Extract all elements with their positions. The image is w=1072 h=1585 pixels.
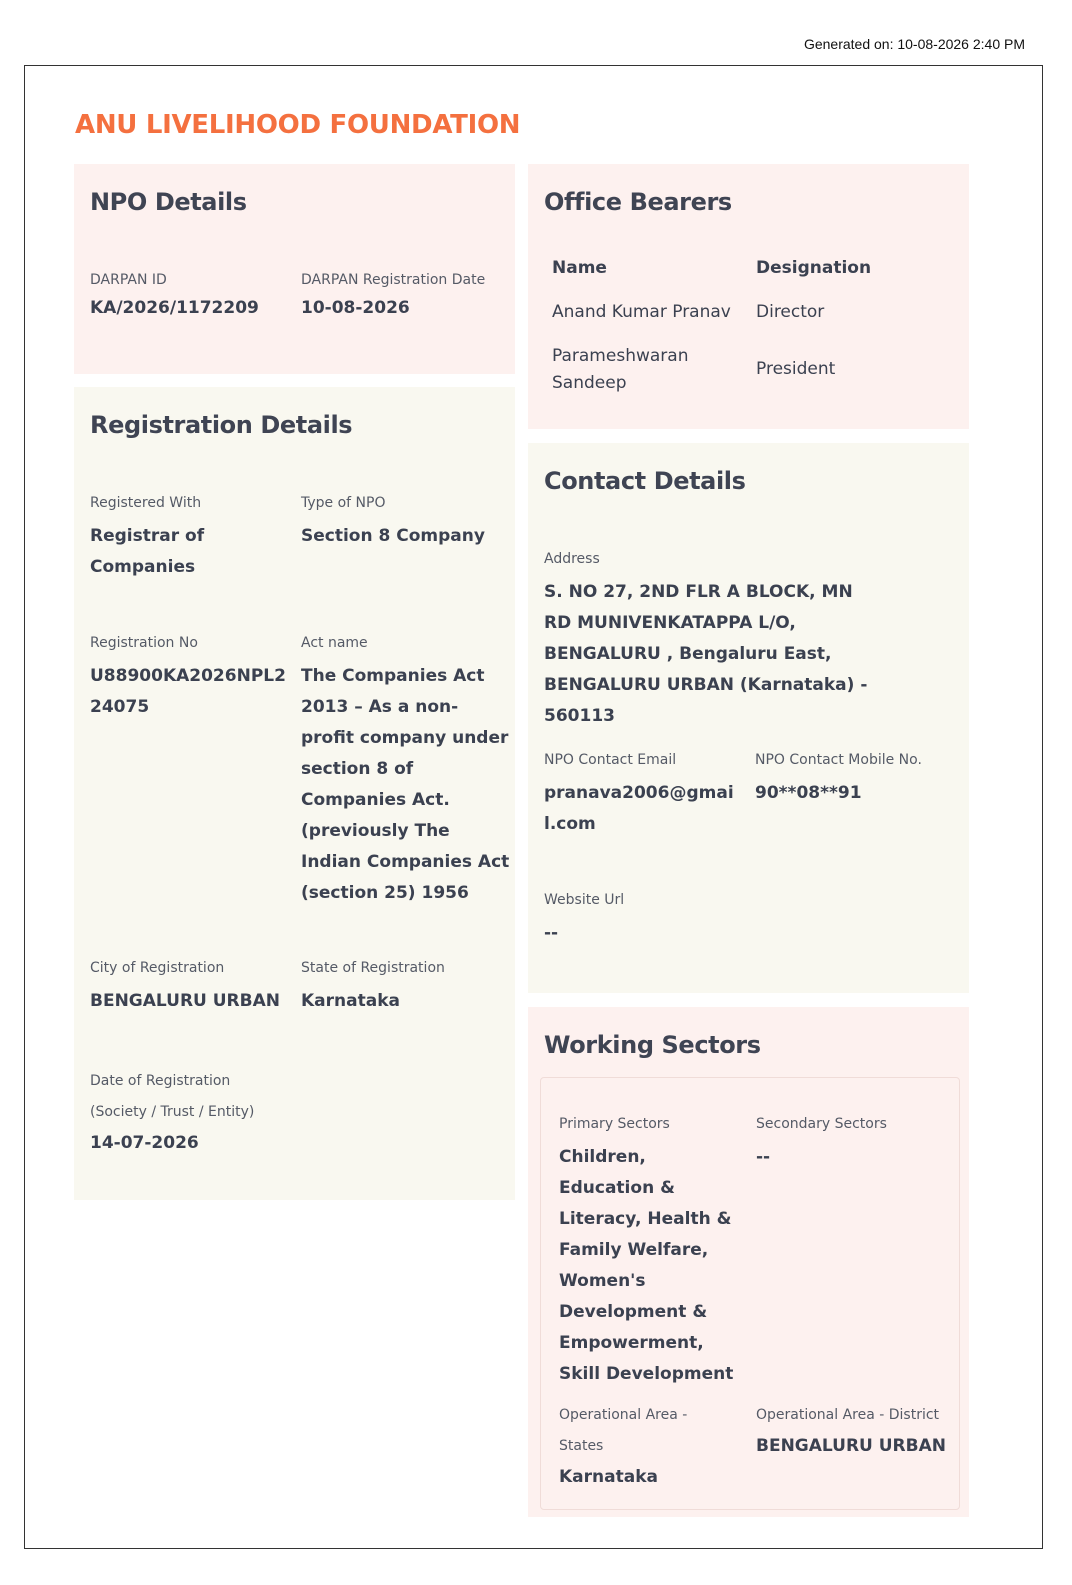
state-of-registration-label: State of Registration — [301, 960, 445, 976]
contact-details-title: Contact Details — [544, 467, 746, 495]
secondary-sectors-label: Secondary Sectors — [756, 1116, 887, 1132]
city-of-registration-field — [90, 958, 290, 1017]
website-field — [544, 890, 744, 949]
act-name-value: The Companies Act 2013 – As a non-profit company under section 8 of Companies Act. (previously The Indian Companies Act (section 25) 1956 — [301, 666, 510, 903]
contact-email-value: pranava2006@gmail.com — [544, 783, 734, 834]
website-label: Website Url — [544, 892, 625, 908]
operational-states-value: Karnataka — [559, 1467, 658, 1487]
date-of-registration-value: 14-07-2026 — [90, 1133, 199, 1153]
operational-district-field — [756, 1400, 951, 1462]
npo-type-label: Type of NPO — [301, 495, 386, 511]
registered-with-label: Registered With — [90, 495, 202, 511]
state-of-registration-value: Karnataka — [301, 991, 400, 1011]
address-field — [544, 549, 874, 732]
registration-no-label: Registration No — [90, 635, 198, 651]
generated-on-timestamp: Generated on: 10-08-2026 2:40 PM — [803, 36, 1025, 52]
contact-mobile-label: NPO Contact Mobile No. — [755, 752, 922, 768]
secondary-sectors-field — [756, 1114, 946, 1173]
organization-name: ANU LIVELIHOOD FOUNDATION — [75, 110, 521, 140]
darpan-reg-date-label: DARPAN Registration Date — [301, 272, 486, 288]
operational-district-value: BENGALURU URBAN — [756, 1436, 946, 1456]
primary-sectors-label: Primary Sectors — [559, 1116, 670, 1132]
city-of-registration-value: BENGALURU URBAN — [90, 991, 280, 1011]
office-bearer-designation: President — [756, 359, 836, 379]
working-sectors-card — [528, 1007, 969, 1517]
office-bearer-name: Anand Kumar Pranav — [552, 302, 731, 322]
office-bearers-designation-header: Designation — [756, 258, 872, 278]
registration-details-title: Registration Details — [90, 411, 353, 439]
act-name-label: Act name — [301, 635, 368, 651]
npo-type-field — [301, 493, 506, 552]
operational-district-label: Operational Area - District — [756, 1407, 940, 1423]
contact-details-card — [528, 443, 969, 993]
office-bearer-name: Parameshwaran Sandeep — [552, 346, 689, 393]
date-of-registration-field — [90, 1066, 285, 1159]
registration-no-value: U88900KA2026NPL224075 — [90, 666, 286, 717]
state-of-registration-field — [301, 958, 506, 1017]
contact-email-field — [544, 750, 744, 840]
registration-details-card — [74, 387, 515, 1200]
working-sectors-title: Working Sectors — [544, 1031, 761, 1059]
darpan-id-label: DARPAN ID — [90, 272, 167, 288]
office-bearer-designation: Director — [756, 302, 825, 322]
registered-with-field — [90, 493, 280, 583]
darpan-id-value: KA/2026/1172209 — [90, 298, 259, 318]
address-label: Address — [544, 551, 600, 567]
contact-mobile-field — [755, 750, 960, 809]
contact-email-label: NPO Contact Email — [544, 752, 677, 768]
darpan-reg-date-value: 10-08-2026 — [301, 298, 410, 318]
primary-sectors-field — [559, 1114, 744, 1390]
website-value: -- — [544, 923, 559, 943]
npo-type-value: Section 8 Company — [301, 526, 485, 546]
primary-sectors-value: Children, Education & Literacy, Health & Family Welfare, Women's Development & Empowerment, Skill Development — [559, 1147, 734, 1384]
operational-states-field — [559, 1400, 734, 1493]
contact-mobile-value: 90**08**91 — [755, 783, 862, 803]
darpan-reg-date-field — [301, 270, 511, 324]
act-name-field — [301, 633, 511, 909]
operational-states-label: Operational Area - States — [559, 1407, 688, 1454]
date-of-registration-label: Date of Registration (Society / Trust / Entity) — [90, 1073, 255, 1120]
registration-no-field — [90, 633, 286, 723]
npo-details-card — [74, 164, 515, 374]
office-bearers-card — [528, 164, 969, 429]
darpan-id-field — [90, 270, 290, 324]
secondary-sectors-value: -- — [756, 1147, 771, 1167]
npo-details-title: NPO Details — [90, 188, 247, 216]
office-bearers-title: Office Bearers — [544, 188, 732, 216]
document-frame — [24, 65, 1043, 1549]
registered-with-value: Registrar of Companies — [90, 526, 205, 577]
city-of-registration-label: City of Registration — [90, 960, 225, 976]
address-value: S. NO 27, 2ND FLR A BLOCK, MN RD MUNIVENKATAPPA L/O, BENGALURU , Bengaluru East, BENGALURU URBAN (Karnataka) - 560113 — [544, 582, 868, 726]
office-bearers-name-header: Name — [552, 258, 607, 278]
working-sectors-panel — [540, 1077, 960, 1510]
